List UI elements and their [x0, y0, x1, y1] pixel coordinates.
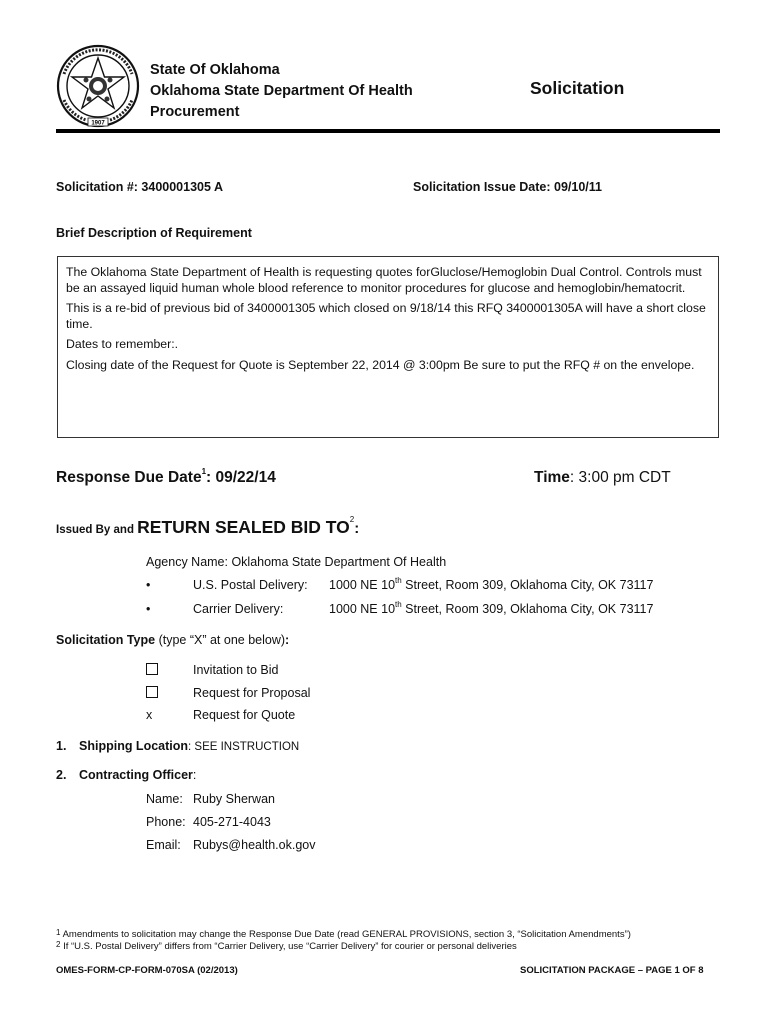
solicitation-number: Solicitation #: 3400001305 A — [56, 180, 223, 194]
officer-phone: 405-271-4043 — [193, 815, 271, 829]
postal-delivery-address — [329, 578, 653, 592]
footnote-1 — [56, 929, 631, 940]
officer-name: Ruby Sherwan — [193, 792, 275, 806]
description-heading: Brief Description of Requirement — [56, 226, 252, 240]
address-part: Street, Room 309, Oklahoma City, OK 73117 — [401, 602, 654, 616]
officer-email-label: Email: — [146, 838, 181, 852]
description-box — [57, 256, 719, 438]
option-request-for-quote: Request for Quote — [193, 708, 296, 722]
footer-form-id: OMES-FORM-CP-FORM-070SA (02/2013) — [56, 965, 238, 976]
response-time — [534, 469, 671, 487]
footnote-number: 1 — [56, 928, 61, 937]
solicitation-type-label — [56, 633, 289, 647]
footnote-ref-2: 2 — [349, 515, 355, 524]
bullet: • — [146, 578, 151, 592]
type-label-rest: (type “X” at one below) — [155, 633, 286, 647]
description-paragraph: The Oklahoma State Department of Health is requesting quotes forGluclose/Hemoglobin Dual Control. Controls must be an assayed liquid human whole blood reference to monitor procedures for glucose and hemoglobin/hematocrit. — [66, 265, 702, 295]
ordinal-suffix: th — [395, 600, 402, 609]
shipping-value: : SEE INSTRUCTION — [188, 741, 300, 753]
officer-email[interactable]: Rubys@health.ok.gov — [193, 838, 316, 852]
address-part: 1000 NE 10 — [329, 578, 396, 592]
type-colon: : — [285, 633, 290, 647]
option-invitation-to-bid: Invitation to Bid — [193, 663, 279, 677]
response-due-value: : 09/22/14 — [206, 469, 276, 486]
description-paragraph: This is a re-bid of previous bid of 3400001305 which closed on 9/18/14 this RFQ 3400001305A will have a short close time. — [66, 301, 706, 331]
footnote-number: 2 — [56, 940, 61, 949]
footnote-ref-1: 1 — [201, 467, 207, 476]
header-state: State Of Oklahoma — [150, 62, 280, 78]
officer-name-label: Name: — [146, 792, 183, 806]
carrier-delivery-label: Carrier Delivery: — [193, 602, 284, 616]
postal-delivery-label: U.S. Postal Delivery: — [193, 578, 308, 592]
agency-name: Agency Name: Oklahoma State Department Of Health — [146, 555, 447, 569]
description-paragraph: Dates to remember:. — [66, 337, 179, 351]
response-due-date — [56, 469, 276, 487]
checkbox-invitation-to-bid[interactable] — [146, 663, 158, 675]
response-time-value: : 3:00 pm CDT — [569, 469, 671, 486]
address-part: 1000 NE 10 — [329, 602, 396, 616]
officer-colon: : — [192, 768, 197, 782]
bullet: • — [146, 602, 151, 616]
description-paragraph: Closing date of the Request for Quote is September 22, 2014 @ 3:00pm Be sure to put the RFQ # on the envelope. — [66, 357, 695, 372]
footer-page-number: SOLICITATION PACKAGE – PAGE 1 OF 8 — [520, 965, 704, 976]
page-title: Solicitation — [530, 78, 625, 98]
header-department: Oklahoma State Department Of Health — [150, 83, 413, 99]
issued-by-label: Issued By and — [56, 524, 138, 536]
address-part: Street, Room 309, Oklahoma City, OK 73117 — [401, 578, 654, 592]
return-sealed-bid-heading — [56, 517, 359, 538]
header-divider — [56, 129, 720, 133]
carrier-delivery-address — [329, 602, 653, 616]
response-due-label: Response Due Date — [56, 469, 202, 486]
solicitation-issue-date: Solicitation Issue Date: 09/10/11 — [413, 180, 602, 194]
seal-year: 1907 — [91, 120, 105, 127]
return-colon: : — [354, 520, 360, 537]
footnote-2 — [56, 941, 517, 952]
response-time-label: Time — [534, 469, 570, 486]
header-procurement: Procurement — [150, 104, 240, 120]
checkbox-request-for-proposal[interactable] — [146, 686, 158, 698]
item-shipping-location — [56, 739, 299, 753]
shipping-label: Shipping Location — [79, 739, 189, 753]
item-number: 1. — [56, 739, 67, 753]
officer-phone-label: Phone: — [146, 815, 186, 829]
item-contracting-officer — [56, 768, 196, 782]
mark-request-for-quote[interactable]: x — [146, 708, 153, 722]
footnote-text: If “U.S. Postal Delivery” differs from “Carrier Delivery, use “Carrier Delivery” for courier or personal deliveries — [60, 941, 517, 952]
state-seal-logo — [56, 44, 140, 130]
footnote-text: Amendments to solicitation may change the Response Due Date (read GENERAL PROVISIONS, section 3, “Solicitation Amendments”) — [60, 929, 631, 940]
type-label-bold: Solicitation Type — [56, 633, 156, 647]
option-request-for-proposal: Request for Proposal — [193, 686, 311, 700]
return-heading: RETURN SEALED BID TO — [137, 517, 350, 537]
item-number: 2. — [56, 768, 67, 782]
officer-label: Contracting Officer — [79, 768, 193, 782]
ordinal-suffix: th — [395, 576, 402, 585]
